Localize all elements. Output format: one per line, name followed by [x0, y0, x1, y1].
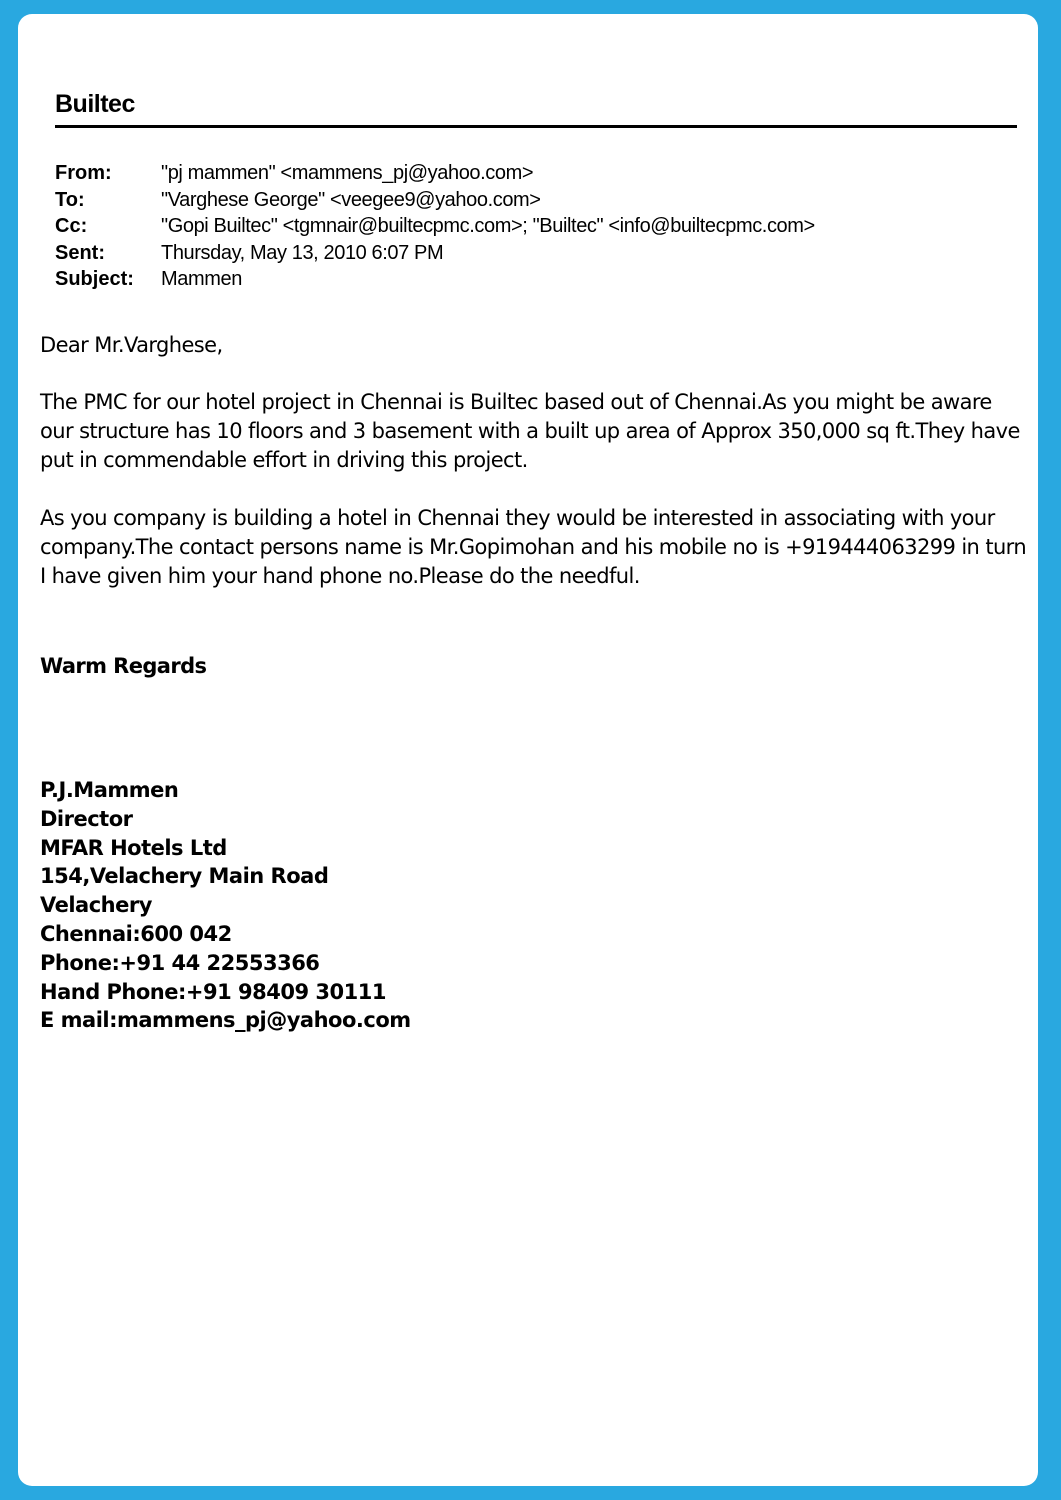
- signature-hand-phone: Hand Phone:+91 98409 30111: [40, 979, 386, 1004]
- email-headers: [55, 160, 815, 293]
- title-divider: [55, 125, 1017, 128]
- header-row-to: [55, 187, 815, 214]
- header-label: To:: [55, 188, 85, 211]
- from-value: "pj mammen" <mammens_pj@yahoo.com>: [161, 162, 534, 184]
- header-row-sent: [55, 240, 815, 267]
- signature-email: E mail:mammens_pj@yahoo.com: [40, 1008, 411, 1033]
- signature-name: P.J.Mammen: [40, 778, 179, 802]
- signature-address-line: 154,Velachery Main Road: [40, 864, 329, 889]
- sent-value: Thursday, May 13, 2010 6:07 PM: [161, 241, 444, 264]
- signature-title: Director: [40, 806, 133, 831]
- header-label: From:: [55, 162, 112, 184]
- header-label: Cc:: [55, 215, 88, 237]
- subject-value: Mammen: [161, 268, 242, 290]
- signature-address-line: Chennai:600 042: [40, 921, 232, 946]
- signature-company: MFAR Hotels Ltd: [40, 835, 227, 860]
- email-signature: [40, 776, 411, 1035]
- header-label: Subject:: [55, 268, 134, 290]
- header-label: Sent:: [55, 241, 105, 264]
- to-value: "Varghese George" <veegee9@yahoo.com>: [161, 188, 541, 211]
- email-paragraph: As you company is building a hotel in Chennai they would be interested in associating with your company.The contact persons name is Mr.Gopimohan and his mobile no is +919444063299 in turn I have given him your hand phone no.Please do the needful.: [40, 506, 1027, 588]
- email-paragraph: The PMC for our hotel project in Chennai is Builtec based out of Chennai.As you might be aware our structure has 10 floors and 3 basement with a built up area of Approx 350,000 sq ft.They have put in commendable effort in driving this project.: [40, 390, 1020, 472]
- email-closing: Warm Regards: [40, 654, 207, 678]
- email-printout-page: [18, 14, 1038, 1486]
- header-row-from: [55, 160, 815, 187]
- signature-address-line: Velachery: [40, 893, 152, 918]
- header-row-cc: [55, 213, 815, 240]
- email-greeting: Dear Mr.Varghese,: [40, 333, 223, 357]
- signature-phone: Phone:+91 44 22553366: [40, 950, 320, 975]
- cc-value: "Gopi Builtec" <tgmnair@builtecpmc.com>; "Builtec" <info@builtecpmc.com>: [161, 215, 815, 237]
- header-row-subject: [55, 266, 815, 293]
- document-title: Builtec: [55, 90, 135, 118]
